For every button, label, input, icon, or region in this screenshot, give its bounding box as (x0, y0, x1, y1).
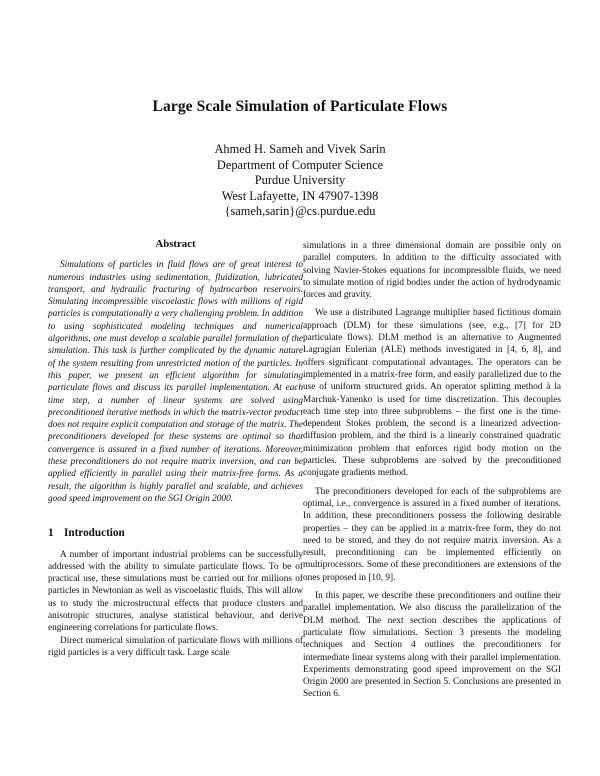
section-number: 1 (48, 527, 54, 540)
right-paragraph-3: The preconditioners developed for each of the subproblems are optimal, i.e., convergence is assured in a fixed number of iterations. In addition, these preconditioners possess the following desirable properties – they can be applied in a matrix-free form, they do not need to be stored, and they do not require matrix inversion. As a result, preconditioning can be implemented efficiently on multiprocessors. Some of these preconditioners are extensions of the ones proposed in [10, 9]. (303, 486, 561, 583)
right-paragraph-2: We use a distributed Lagrange multiplier based fictitious domain approach (DLM) for these simulations (see, e.g., [7] for 2D particulate flows). DLM method is an alternative to Augmented Lagragian Eulerian (ALE) methods investigated in [4, 6, 8], and offers significant computational advantages. The operators can be implemented in a matrix-free form, and easily parallelized due to the use of uniform structured grids. An operator splitting method à la Marchuk-Yanenko is used for time discretization. This decouples each time step into three subproblems – the first one is the time-dependent Stokes problem, the second is a linearized advection-diffusion problem, and the third is a linearly constrained quadratic minimization problem that enforces rigid body motion on the particles. These subproblems are solved by the preconditioned conjugate gradients method. (303, 308, 561, 479)
author-email: {sameh,sarin}@cs.purdue.edu (224, 204, 376, 219)
intro-paragraph-2: Direct numerical simulation of particulate flows with millions of rigid particles is a very difficult task. Large scale (48, 635, 303, 658)
author-university: Purdue University (254, 173, 346, 188)
section-heading-introduction (48, 527, 303, 539)
section-title: Introduction (64, 527, 125, 540)
right-paragraph-1: simulations in a three dimensional domain are possible only on parallel computers. In addition to the difficulty associated with solving Navier-Stokes equations for incompressible fluids, we need to simulate motion of rigid bodies under the action of hydrodynamic forces and gravity. (303, 241, 561, 301)
author-department: Department of Computer Science (216, 157, 384, 172)
abstract-heading: Abstract (155, 238, 196, 250)
abstract-text: Simulations of particles in fluid flows are of great interest to numerous industries using sedimentation, fluidization, lubricated transport, and hydraulic fracturing of hydrocarbon reservoirs. Simulating incompressible viscoelastic flows with millions of rigid particles is computationally a very challenging problem. In addition to using sophisticated modeling techniques and numerical algorithms, one must develop a scalable parallel formulation of the simulation. This task is further complicated by the dynamic nature of the system resulting from unrestricted motion of the particles. In this paper, we present an efficient algorithm for simulating particulate flows and discuss its parallel implementation. At each time step, a number of linear systems are solved using preconditioned iterative methods in which the matrix-vector product does not require explicit computation and storage of the matrix. The preconditioners developed for these systems are optimal so that convergence is assured in a fixed number of iterations. Moreover, these preconditioners do not require matrix inversion, and can be applied efficiently in parallel using their matrix-free forms. As a result, the algorithm is highly parallel and scalable, and achieves good speed improvement on the SGI Origin 2000. (48, 260, 303, 504)
author-names: Ahmed H. Sameh and Vivek Sarin (214, 142, 386, 156)
right-paragraph-4: In this paper, we describe these preconditioners and outline their parallel implementation. We also discuss the parallelization of the DLM method. The next section describes the applications of particulate flow simulations. Section 3 presents the modeling techniques and Section 4 outlines the preconditioners for intermediate linear systems along with their parallel implementation. Experiments demonstrating good speed improvement on the SGI Origin 2000 are presented in Section 5. Conclusions are presented in Section 6. (303, 591, 561, 700)
intro-paragraph-1: A number of important industrial problems can be successfully addressed with the ability to simulate particulate flows. To be of practical use, these simulations must be carried out for millions of particles in Newtonian as well as viscoelastic fluids. This will allow us to study the microstructural effects that produce clusters and anisotropic structures, analyse statistical behaviour, and derive engineering correlations for particulate flows. (48, 549, 303, 634)
author-address: West Lafayette, IN 47907-1398 (221, 188, 379, 203)
author-block (0, 142, 600, 220)
paper-title: Large Scale Simulation of Particulate Flows (152, 98, 448, 115)
left-column (48, 238, 303, 659)
right-column (303, 240, 561, 701)
